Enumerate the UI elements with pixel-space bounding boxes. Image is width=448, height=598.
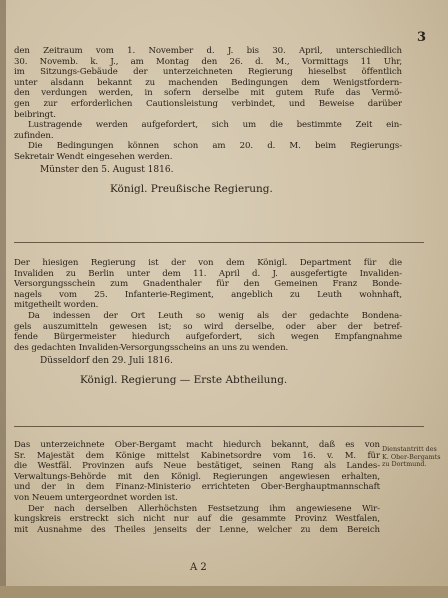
notice-1-line: den Zeitraum vom 1. November d. J. bis 30. April, unterschiedlich bbox=[14, 46, 402, 56]
notice-2-line: fende Bürgermeister hiedurch aufgefordert, sich wegen Empfangnahme bbox=[14, 332, 402, 343]
notice-3-line: Sr. Majestät dem Könige mittelst Kabinetsordre vom 16. v. M. für bbox=[14, 450, 380, 461]
notice-2-line: des gedachten Invaliden-Versorgungsscheins an uns zu wenden. bbox=[14, 342, 289, 353]
notice-1-body bbox=[14, 46, 402, 163]
notice-2-line: nagels vom 25. Infanterie-Regiment, angeblich zu Leuth wohnhaft, bbox=[14, 289, 402, 300]
notice-1-line: beibringt. bbox=[14, 109, 56, 120]
page-number: 3 bbox=[416, 30, 426, 45]
notice-1-line: den verdungen werden, in sofern derselbe mit gutem Rufe das Vermö- bbox=[14, 88, 402, 99]
notice-1-line: im Sitzungs-Gebäude der unterzeichneten Regierung hieselbst öffentlich bbox=[14, 67, 402, 78]
notice-1-line: gen zur erforderlichen Cautionsleistung verbindet, und Beweise darüber bbox=[14, 98, 402, 109]
notice-1-signature: Königl. Preußische Regierung. bbox=[110, 183, 273, 195]
page-bottom-shadow bbox=[0, 586, 448, 598]
notice-3-line: und der in dem Finanz-Ministerio errichteten Ober-Berghauptmannschaft bbox=[14, 482, 380, 493]
notice-3-line: kungskreis erstreckt sich nicht nur auf die gesammte Provinz Westfalen, bbox=[14, 514, 380, 525]
notice-1-line: Sekretair Wendt eingesehen werden. bbox=[14, 151, 173, 162]
notice-1-date: Münster den 5. August 1816. bbox=[40, 165, 174, 175]
notice-3-line: mit Ausnahme des Theiles jenseits der Lenne, welcher zu dem Bereich bbox=[14, 524, 380, 535]
notice-2-line: Versorgungsschein zum Gnadenthaler für den Gemeinen Franz Bonde- bbox=[14, 279, 402, 290]
page-edge-shadow bbox=[0, 0, 6, 598]
notice-2-line: Der hiesigen Regierung ist der von dem Königl. Department für die bbox=[14, 258, 402, 268]
footer-signature-mark: A 2 bbox=[190, 562, 207, 573]
notice-2-date: Düsseldorf den 29. Juli 1816. bbox=[40, 356, 173, 366]
notice-1-line: unter alsdann bekannt zu machenden Bedingungen dem Wenigstfordern- bbox=[14, 77, 402, 88]
notice-3-body bbox=[14, 440, 380, 535]
notice-2-signature: Königl. Regierung — Erste Abtheilung. bbox=[80, 374, 288, 386]
notice-2-line: gels auszumitteln gewesen ist; so wird derselbe, oder aber der betref- bbox=[14, 321, 402, 332]
notice-2-body bbox=[14, 258, 402, 353]
margin-note: Dienstantritt des K. Ober-Bergamts zu Dortmund. bbox=[382, 445, 441, 469]
notice-3-line: Der nach derselben Allerhöchsten Festsetzung ihm angewiesene Wir- bbox=[28, 503, 380, 514]
section-divider bbox=[14, 242, 424, 243]
notice-3-line: die Westfäl. Provinzen aufs Neue bestätiget, seinen Rang als Landes- bbox=[14, 461, 380, 472]
notice-1-line: 30. Novemb. k. J., am Montag den 26. d. M., Vormittags 11 Uhr, bbox=[14, 56, 402, 67]
notice-2-line: Da indessen der Ort Leuth so wenig als der gedachte Bondena- bbox=[28, 310, 402, 321]
notice-1-line: zufinden. bbox=[14, 130, 54, 141]
notice-1-line: Die Bedingungen können schon am 20. d. M. beim Regierungs- bbox=[28, 141, 402, 152]
notice-1-line: Lustragende werden aufgefordert, sich um die bestimmte Zeit ein- bbox=[28, 120, 402, 131]
section-divider bbox=[14, 426, 424, 427]
notice-3-line: Das unterzeichnete Ober-Bergamt macht hiedurch bekannt, daß es von bbox=[14, 440, 380, 450]
notice-3-line: von Neuem untergeordnet worden ist. bbox=[14, 492, 178, 503]
notice-2-line: Invaliden zu Berlin unter dem 11. April d. J. ausgefertigte Invaliden- bbox=[14, 268, 402, 279]
notice-3-line: Verwaltungs-Behörde mit den Königl. Regierungen angewiesen erhalten, bbox=[14, 471, 380, 482]
notice-2-line: mitgetheilt worden. bbox=[14, 300, 99, 311]
